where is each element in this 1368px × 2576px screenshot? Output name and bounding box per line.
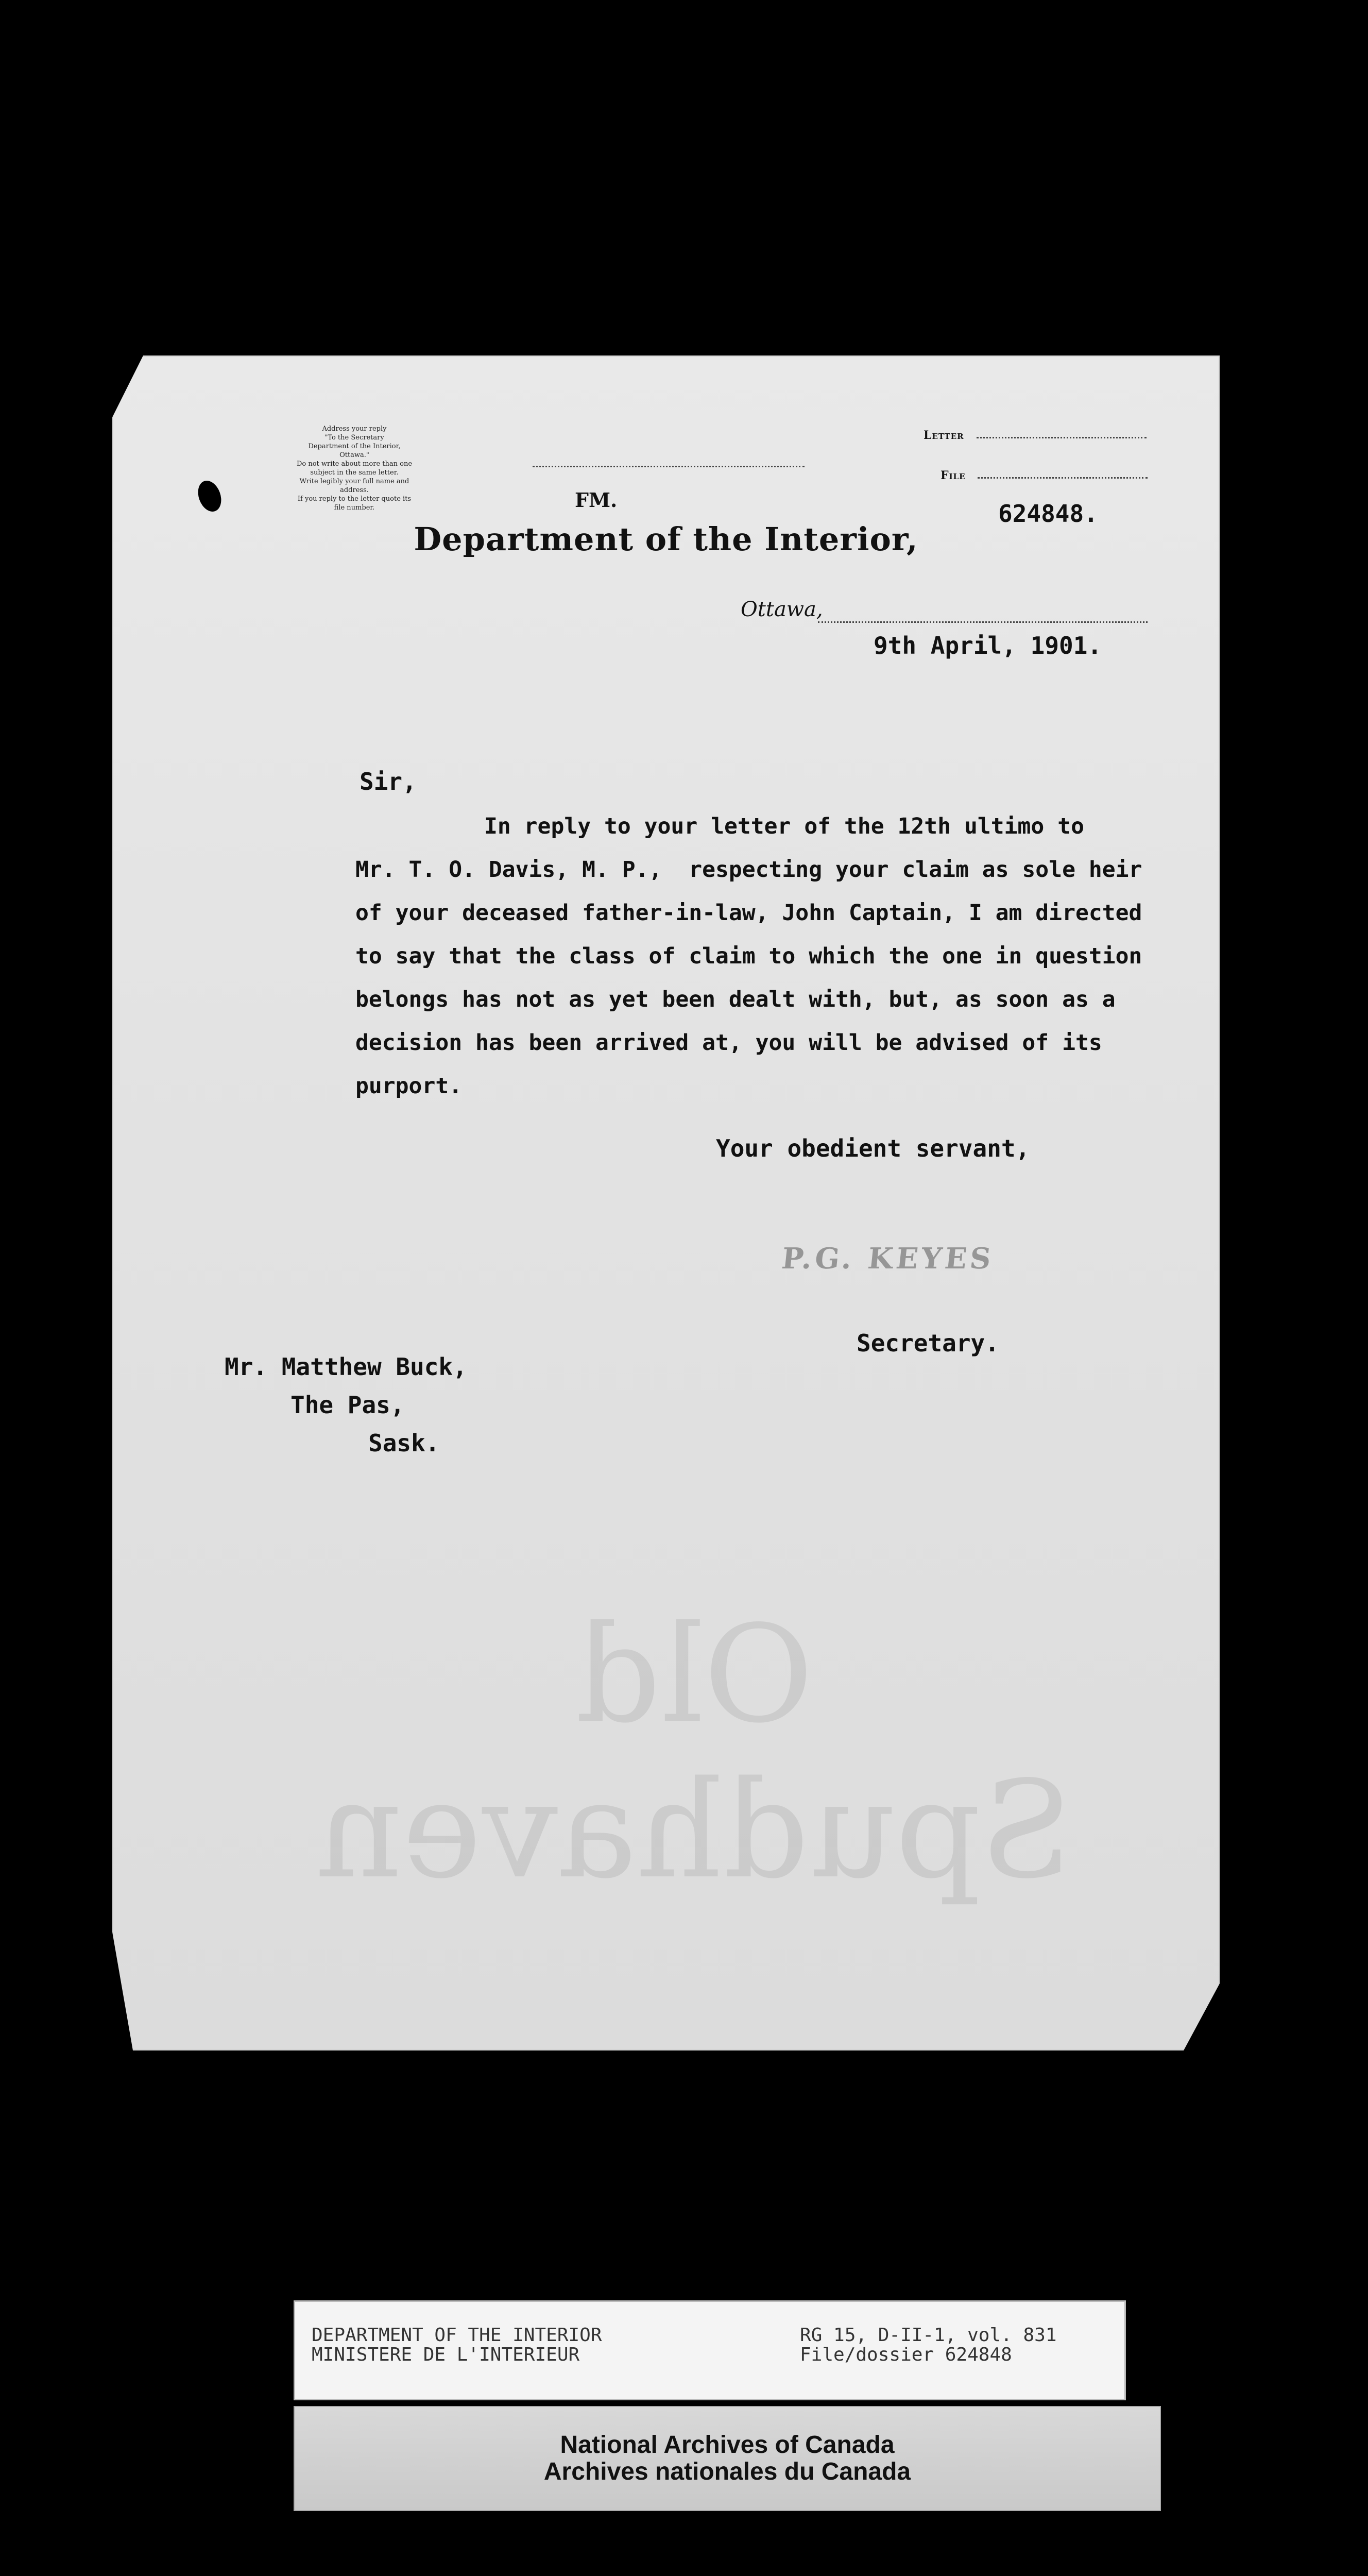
letter-page [112, 355, 1220, 2050]
letter-body [355, 805, 1142, 1108]
letter-date: 9th April, 1901. [874, 632, 1102, 659]
letter-label: Letter [924, 429, 964, 442]
department-reference [312, 2326, 602, 2365]
archive-label-en: National Archives of Canada [560, 2431, 895, 2459]
closing: Your obedient servant, [716, 1134, 1030, 1162]
place-label: Ottawa, [741, 598, 823, 621]
record-group: RG 15, D-II-1, vol. 831 [800, 2325, 1057, 2346]
page-corner-fold [1184, 1984, 1220, 2050]
letter-field-line [977, 437, 1147, 438]
body-line: of your deceased father-in-law, John Captain, I am directed [355, 900, 1142, 926]
paper-watermark: Old Spudhaven [316, 1597, 1073, 1908]
file-field-line [978, 477, 1148, 479]
recipient-town: The Pas, [290, 1391, 405, 1419]
page-corner-fold [112, 355, 143, 417]
department-name-en: DEPARTMENT OF THE INTERIOR [312, 2325, 602, 2346]
archive-label [294, 2406, 1161, 2511]
archive-label-fr: Archives nationales du Canada [543, 2458, 911, 2485]
signatory-title: Secretary. [857, 1329, 999, 1357]
body-line: In reply to your letter of the 12th ultimo to [484, 814, 1084, 839]
salutation: Sir, [360, 768, 417, 795]
file-label: File [940, 469, 966, 482]
signature-stamp: P.G. KEYES [780, 1242, 996, 1276]
reply-instructions: Address your reply "To the Secretary Department of the Interior, Ottawa." Do not write about more than one subject in the same letter. Write legibly your full name and address. If you reply to the letter quote its file number. [296, 425, 413, 512]
fm-mark: FM. [575, 488, 618, 512]
body-line: belongs has not as yet been dealt with, but, as soon as a [355, 987, 1116, 1012]
date-line [818, 621, 1148, 623]
punch-hole [194, 478, 226, 515]
body-line: purport. [355, 1073, 463, 1099]
recipient-name: Mr. Matthew Buck, [225, 1353, 467, 1381]
department-name-fr: MINISTERE DE L'INTERIEUR [312, 2344, 580, 2365]
file-reference [800, 2326, 1057, 2365]
page-corner-fold [112, 1932, 133, 2050]
blank-line [533, 466, 805, 467]
body-line: to say that the class of claim to which the one in question [355, 943, 1142, 969]
file-number: 624848. [998, 500, 1098, 528]
body-line: Mr. T. O. Davis, M. P., respecting your claim as sole heir [355, 857, 1142, 883]
recipient-province: Sask. [368, 1429, 440, 1457]
file-dossier: File/dossier 624848 [800, 2344, 1012, 2365]
department-letterhead: Department of the Interior, [414, 520, 918, 558]
archive-reference-strip [294, 2300, 1126, 2400]
body-line: decision has been arrived at, you will be advised of its [355, 1030, 1102, 1056]
